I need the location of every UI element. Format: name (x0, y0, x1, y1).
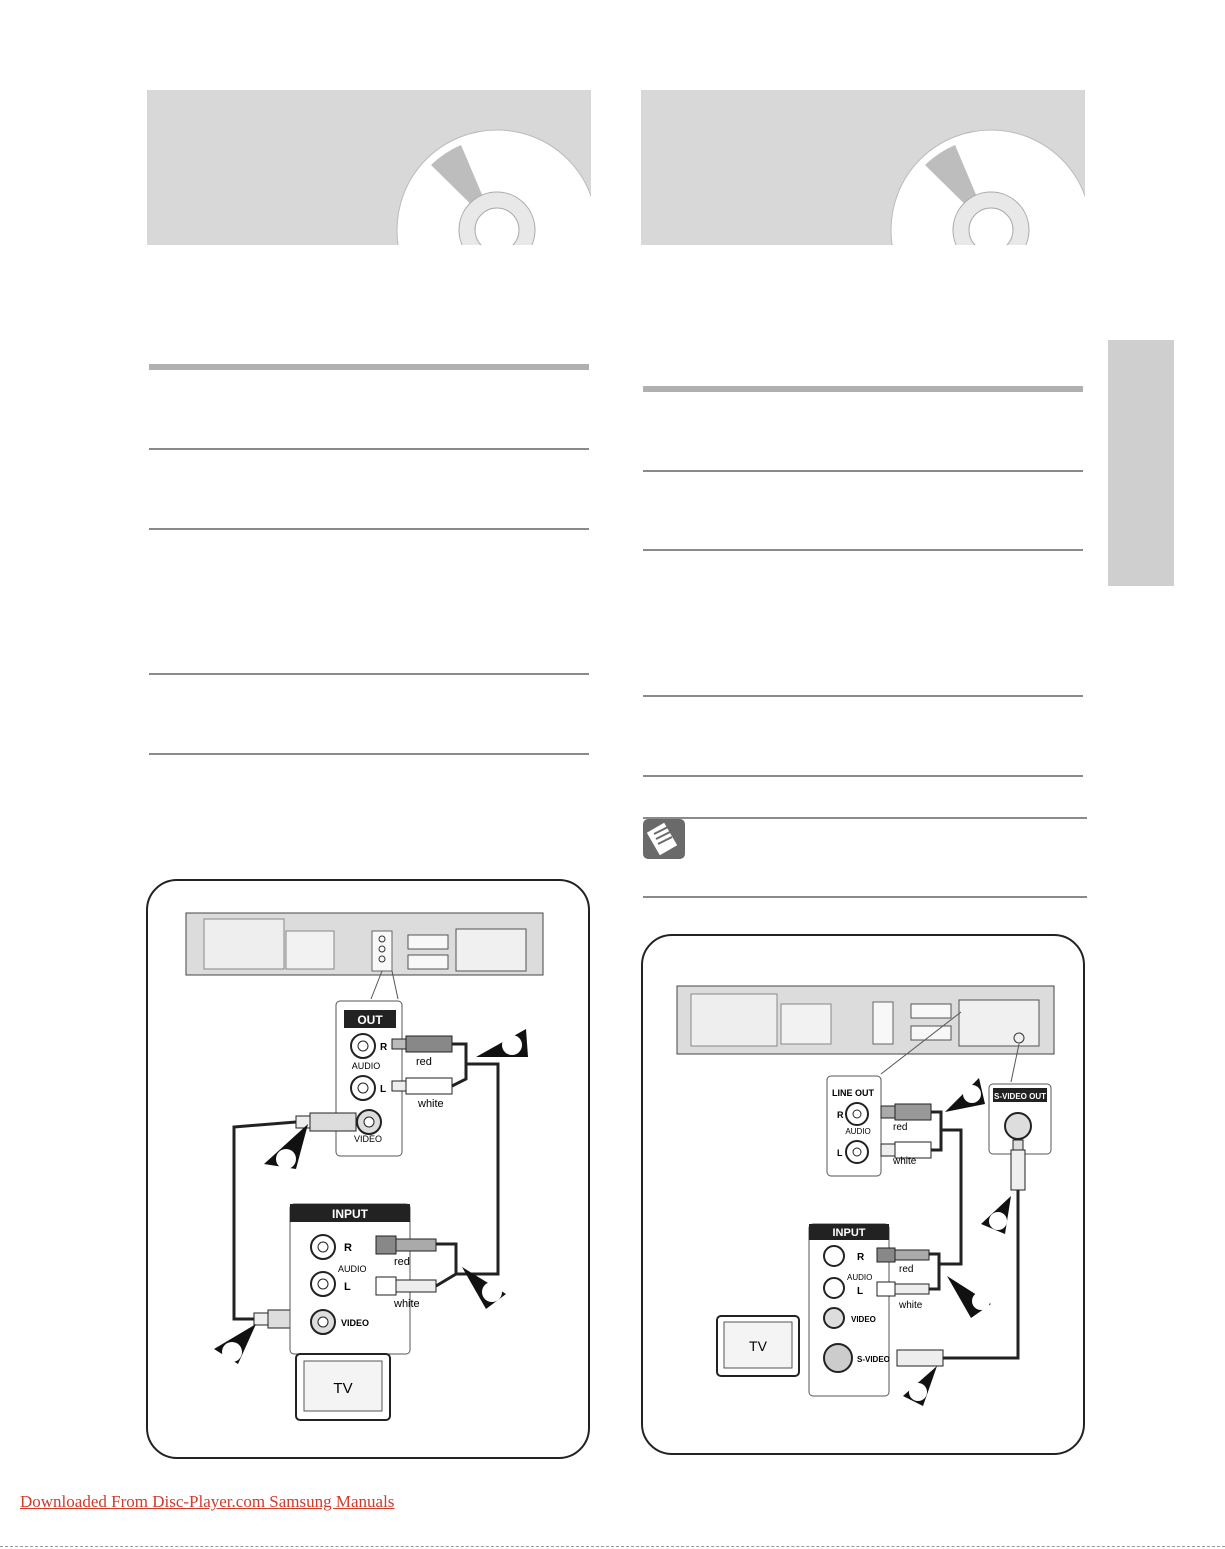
tv-label: TV (749, 1338, 767, 1354)
step-divider (149, 528, 589, 530)
input-cable-white-label: white (899, 1300, 923, 1311)
input-panel-title: INPUT (832, 1227, 866, 1239)
line-out-panel (827, 1076, 881, 1176)
out-panel (336, 1001, 402, 1156)
diagram-left (146, 879, 590, 1459)
input-video-label: VIDEO (851, 1315, 876, 1324)
note-divider-top (643, 817, 1087, 819)
tv-illustration (296, 1354, 390, 1420)
disc-icon (885, 90, 1085, 245)
line-out-l-label: L (837, 1148, 843, 1158)
input-svideo-label: S-VIDEO (857, 1355, 890, 1364)
section-banner-right (641, 90, 1085, 245)
out-jack-r-label: R (380, 1042, 388, 1053)
input-cable-red-label: red (394, 1256, 410, 1268)
input-jack-l-label: L (344, 1281, 351, 1293)
step-divider (643, 775, 1083, 777)
recorder-back-panel (677, 986, 1054, 1054)
out-audio-label: AUDIO (351, 1061, 381, 1071)
page-cut-line (0, 1546, 1225, 1547)
input-audio-label: AUDIO (847, 1273, 873, 1282)
note-icon (642, 818, 686, 860)
step-divider (643, 386, 1083, 392)
source-link[interactable]: Downloaded From Disc-Player.com Samsung Manuals (20, 1492, 395, 1511)
line-out-audio-label: AUDIO (845, 1127, 871, 1136)
chapter-side-tab (1108, 340, 1174, 586)
input-audio-label: AUDIO (338, 1264, 367, 1274)
diagram-right (641, 934, 1085, 1455)
note-divider-bottom (643, 896, 1087, 898)
cable-red-label: red (893, 1122, 908, 1133)
out-video-label: VIDEO (353, 1134, 383, 1144)
out-jack-l-label: L (380, 1084, 387, 1095)
step-divider (149, 364, 589, 370)
step-divider (149, 673, 589, 675)
input-cable-red-label: red (899, 1264, 914, 1275)
cable-white-label: white (893, 1156, 917, 1167)
input-video-label: VIDEO (341, 1318, 370, 1328)
step-divider (643, 695, 1083, 697)
svideo-out-title: S-VIDEO OUT (993, 1092, 1047, 1101)
input-jack-l-label: L (857, 1286, 864, 1297)
tv-illustration (717, 1316, 799, 1376)
line-out-r-label: R (837, 1110, 844, 1120)
step-divider (643, 549, 1083, 551)
cable-white-label: white (418, 1098, 444, 1110)
input-jack-r-label: R (857, 1252, 865, 1263)
step-divider (149, 753, 589, 755)
input-cable-white-label: white (394, 1298, 420, 1310)
input-panel-title: INPUT (332, 1207, 368, 1221)
input-jack-r-label: R (344, 1242, 352, 1254)
out-panel-title: OUT (357, 1013, 383, 1027)
disc-icon (391, 90, 591, 245)
step-divider (643, 470, 1083, 472)
step-divider (149, 448, 589, 450)
tv-label: TV (333, 1380, 353, 1397)
cable-red-label: red (416, 1056, 432, 1068)
section-banner-left (147, 90, 591, 245)
line-out-title: LINE OUT (832, 1088, 874, 1098)
recorder-back-panel (186, 913, 543, 975)
